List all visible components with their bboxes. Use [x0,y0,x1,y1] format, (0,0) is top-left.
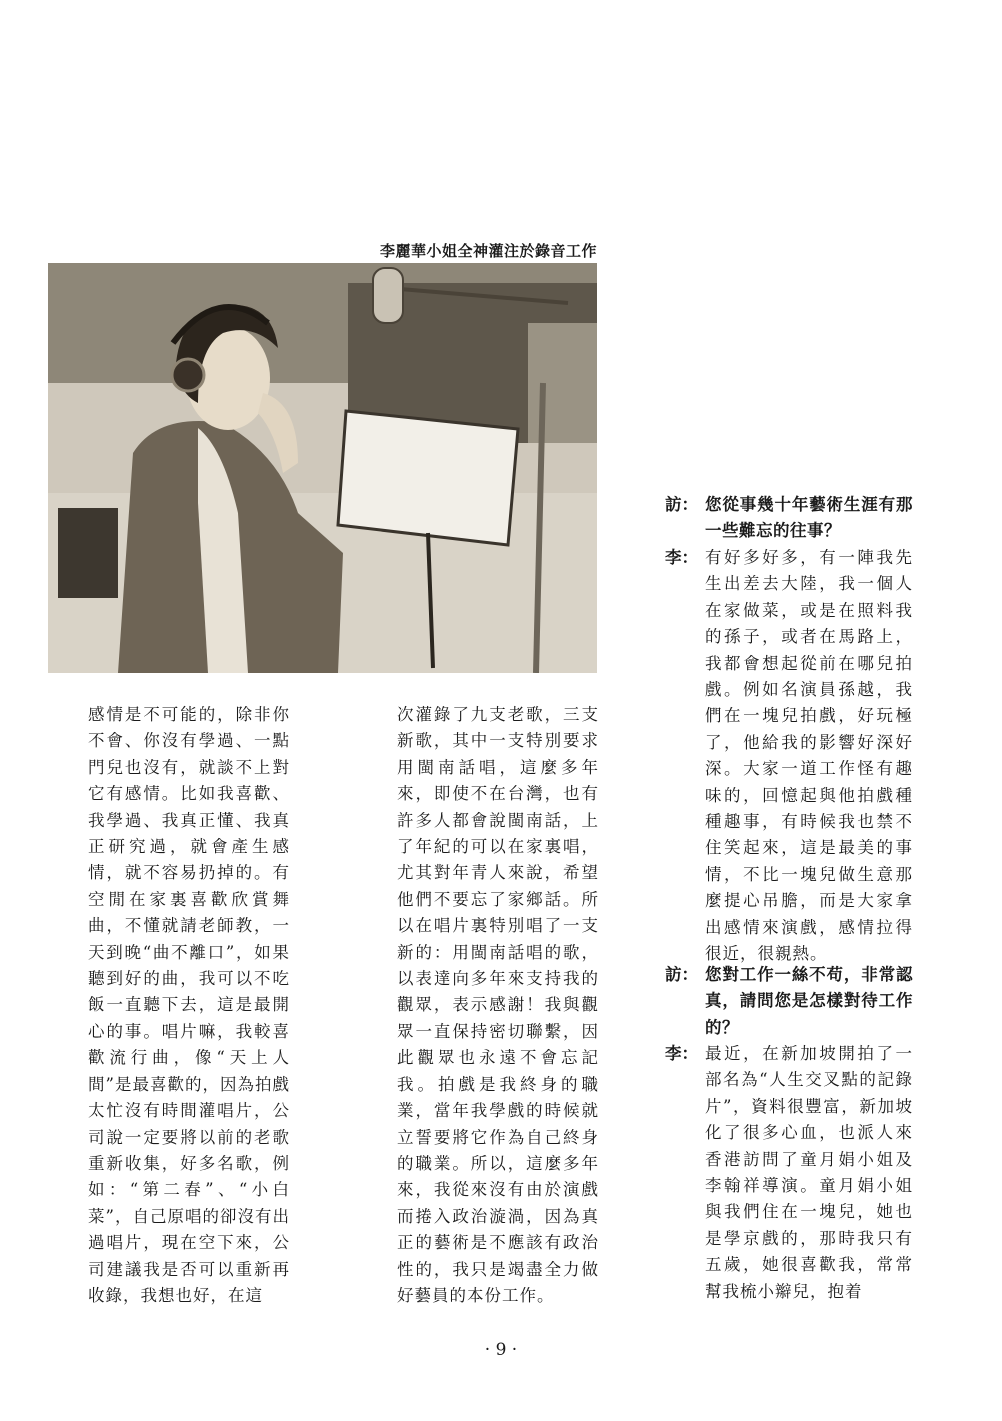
question-text: 您從事幾十年藝術生涯有那一些難忘的往事？ [705,495,913,541]
interview-answer-1 [665,545,913,968]
paragraph: 感情是不可能的，除非你不會、你沒有學過、一點門兒也沒有，就談不上對它有感情。比如我喜歡、我學過、我真正懂、我真正研究過，就會產生感情，就不容易扔掉的。有空閒在家裏喜歡欣賞舞曲，不懂就請老師教，一天到晚“曲不離口”，如果聽到好的曲，我可以不吃飯一直聽下去，這是最開心的事。唱片嘛，我較喜歡流行曲，像“天上人間”是最喜歡的，因為拍戲太忙沒有時間灌唱片，公司說一定要將以前的老歌重新收集，好多名歌，例如：“第二春”、“小白菜”，自己原唱的卻沒有出過唱片，現在空下來，公司建議我是否可以重新再收錄，我想也好，在這 [88,705,290,1305]
paragraph: 次灌錄了九支老歌，三支新歌，其中一支特別要求用閩南話唱，這麼多年來，即使不在台灣，也有許多人都會說閩南話，上了年紀的可以在家裏唱，尤其對年青人來說，希望他們不要忘了家鄉話。所以在唱片裏特別唱了一支新的：用閩南話唱的歌，以表達向多年來支持我的觀眾，表示感謝！我與觀眾一直保持密切聯繫，因此觀眾也永遠不會忘記我。拍戲是我終身的職業，當年我學戲的時候就立誓要將它作為自己終身的職業。所以，這麼多年來，我從來沒有由於演戲而捲入政治漩渦，因為真正的藝術是不應該有政治性的，我只是竭盡全力做好藝員的本份工作。 [397,705,599,1305]
question-text: 您對工作一絲不苟，非常認真，請問您是怎樣對待工作的？ [705,965,913,1037]
interview-question-2 [665,962,913,1041]
singer-photo-illustration [48,263,597,673]
body-text-column-2 [397,702,599,1309]
answer-text: 最近，在新加坡開拍了一部名為“人生交叉點的記錄片”，資料很豐富，新加坡化了很多心血，也派人來香港訪問了童月娟小姐及李翰祥導演。童月娟小姐與我們住在一塊兒，她也是學京戲的，那時我只有五歲，她很喜歡我，常常幫我梳小辮兒，抱着 [705,1044,913,1301]
speaker-label: 訪： [665,965,698,984]
interview-answer-2 [665,1041,913,1305]
speaker-label: 李： [665,548,698,567]
recording-studio-photo [48,263,597,673]
speaker-label: 李： [665,1044,698,1063]
interview-question-1 [665,492,913,545]
body-text-column-1 [88,702,290,1309]
speaker-label: 訪： [665,495,698,514]
page-number: · 9 · [484,1340,518,1360]
answer-text: 有好多好多，有一陣我先生出差去大陸，我一個人在家做菜，或是在照料我的孫子，或者在馬路上，我都會想起從前在哪兒拍戲。例如名演員孫越，我們在一塊兒拍戲，好玩極了，他給我的影響好深好深。大家一道工作怪有趣味的，回憶起與他拍戲種種趣事，有時候我也禁不住笑起來，這是最美的事情，不比一塊兒做生意那麼提心吊膽，而是大家拿出感情來演戲，感情拉得很近，很親熱。 [705,548,913,964]
photo-caption: 李麗華小姐全神灌注於錄音工作 [379,242,597,260]
